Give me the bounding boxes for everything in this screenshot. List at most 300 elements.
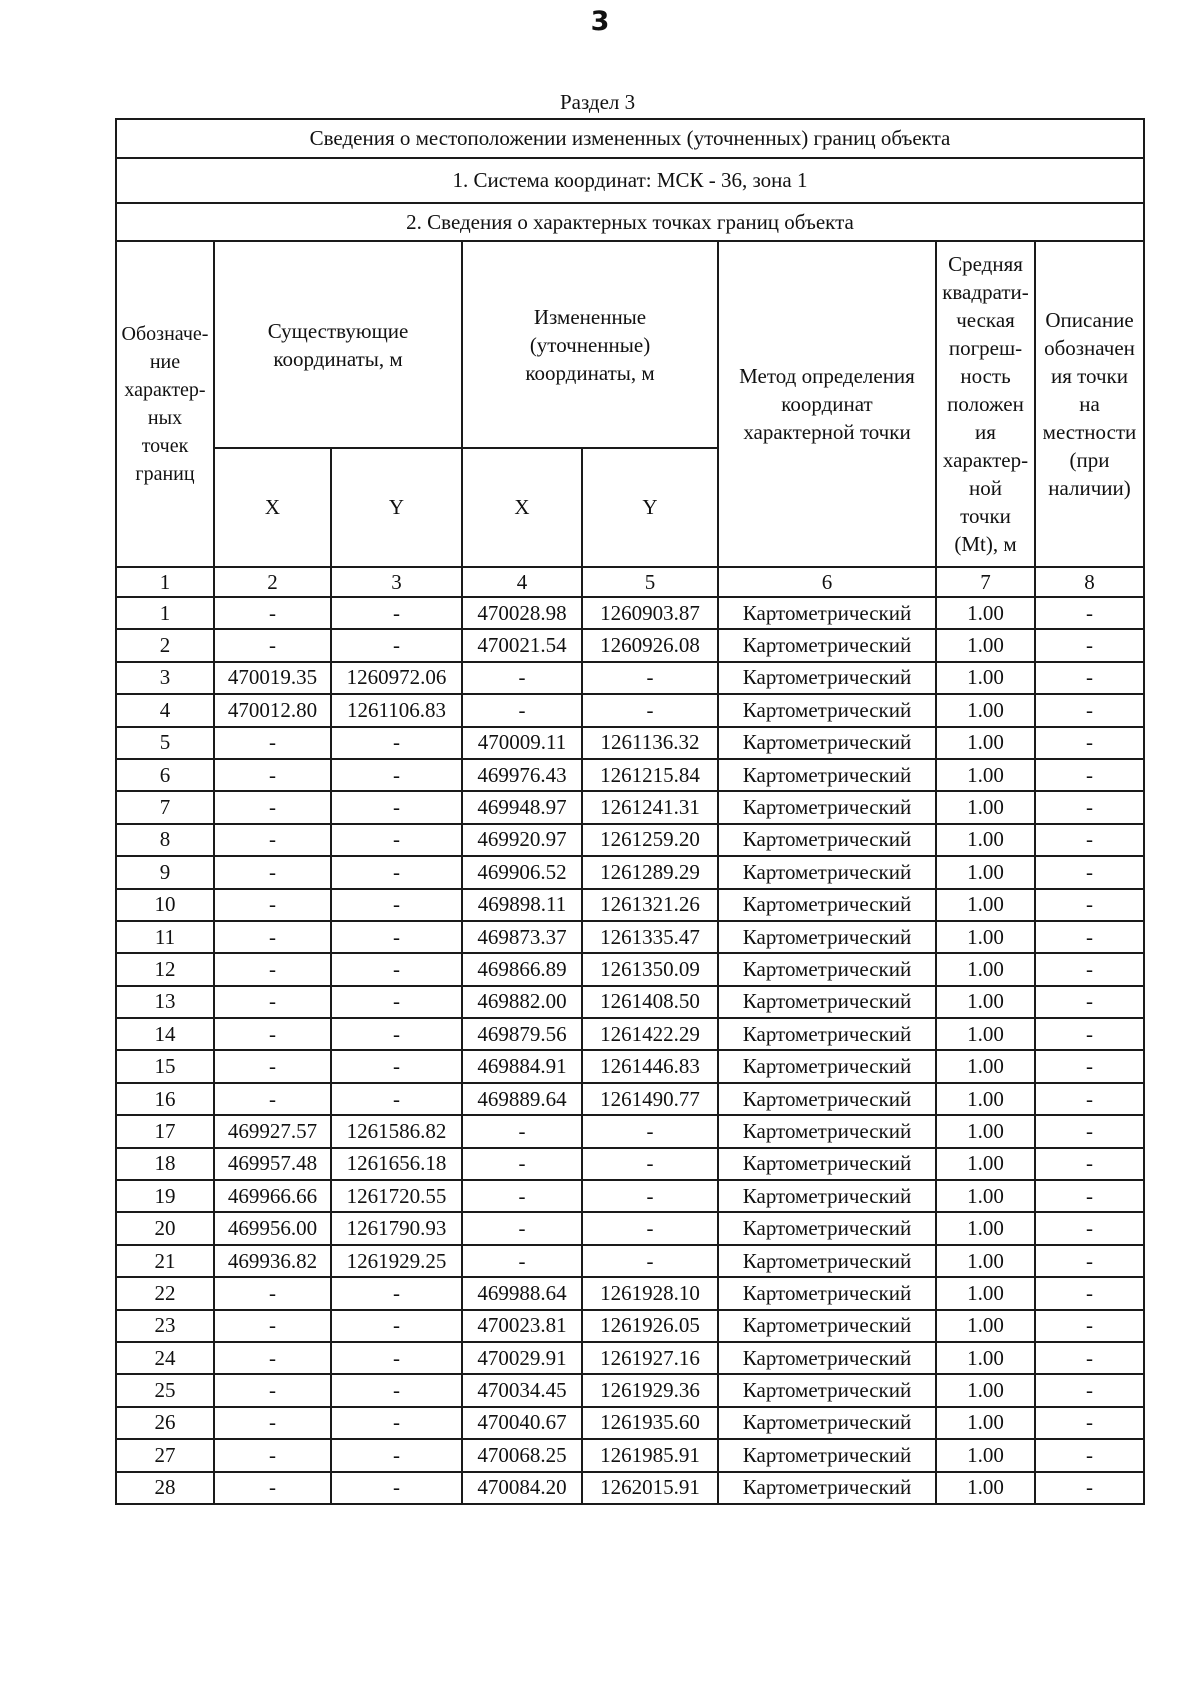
existing-x-cell: - xyxy=(214,727,331,759)
table-row xyxy=(116,1245,1144,1277)
existing-x-cell: - xyxy=(214,986,331,1018)
point-number-cell: 11 xyxy=(116,921,214,953)
error-cell: 1.00 xyxy=(936,694,1035,726)
existing-y-cell: - xyxy=(331,953,462,985)
existing-x-cell: - xyxy=(214,1050,331,1082)
existing-x-cell: - xyxy=(214,921,331,953)
header-line: ность xyxy=(960,364,1011,388)
point-number-cell: 28 xyxy=(116,1472,214,1504)
header-line: наличии) xyxy=(1048,476,1131,500)
existing-x-cell: 469927.57 xyxy=(214,1115,331,1147)
changed-y-cell: 1261259.20 xyxy=(582,824,718,856)
changed-x-cell: 470021.54 xyxy=(462,629,582,661)
header-line: ия точки xyxy=(1050,364,1128,388)
table-row xyxy=(116,694,1144,726)
header-line: характерной точки xyxy=(743,420,911,444)
table-row xyxy=(116,597,1144,629)
changed-y-cell: 1261289.29 xyxy=(582,856,718,888)
header-line: ных xyxy=(147,407,183,429)
description-cell: - xyxy=(1035,824,1144,856)
changed-y-cell: 1261321.26 xyxy=(582,889,718,921)
description-cell: - xyxy=(1035,1018,1144,1050)
changed-y-cell: 1262015.91 xyxy=(582,1472,718,1504)
header-line: на xyxy=(1079,392,1100,416)
header-line: Средняя xyxy=(948,252,1023,276)
table-row xyxy=(116,953,1144,985)
changed-y-cell: - xyxy=(582,1148,718,1180)
existing-x-cell: 470012.80 xyxy=(214,694,331,726)
point-number-cell: 19 xyxy=(116,1180,214,1212)
error-cell: 1.00 xyxy=(936,1472,1035,1504)
point-number-cell: 6 xyxy=(116,759,214,791)
table-row xyxy=(116,1212,1144,1244)
table-row xyxy=(116,1115,1144,1147)
table-row xyxy=(116,889,1144,921)
table-row xyxy=(116,1439,1144,1471)
method-cell: Картометрический xyxy=(718,1180,936,1212)
changed-y-cell: 1260903.87 xyxy=(582,597,718,629)
error-cell: 1.00 xyxy=(936,629,1035,661)
description-cell: - xyxy=(1035,986,1144,1018)
changed-y-cell: 1261215.84 xyxy=(582,759,718,791)
header-description xyxy=(1035,241,1144,567)
header-line: Описание xyxy=(1045,308,1134,332)
existing-x-cell: - xyxy=(214,1342,331,1374)
method-cell: Картометрический xyxy=(718,1277,936,1309)
description-cell: - xyxy=(1035,1212,1144,1244)
table-row xyxy=(116,1277,1144,1309)
header-line: ной xyxy=(969,476,1002,500)
changed-x-cell: - xyxy=(462,662,582,694)
changed-y-cell: 1261926.05 xyxy=(582,1310,718,1342)
changed-x-cell: 469920.97 xyxy=(462,824,582,856)
description-cell: - xyxy=(1035,1180,1144,1212)
error-cell: 1.00 xyxy=(936,597,1035,629)
changed-x-cell: 470028.98 xyxy=(462,597,582,629)
method-cell: Картометрический xyxy=(718,629,936,661)
existing-y-cell: - xyxy=(331,1472,462,1504)
existing-y-cell: - xyxy=(331,1277,462,1309)
error-cell: 1.00 xyxy=(936,1439,1035,1471)
changed-x-cell: - xyxy=(462,1115,582,1147)
error-cell: 1.00 xyxy=(936,1018,1035,1050)
changed-x-cell: 470034.45 xyxy=(462,1374,582,1406)
description-cell: - xyxy=(1035,1277,1144,1309)
changed-x-cell: 470040.67 xyxy=(462,1407,582,1439)
header-line: обозначен xyxy=(1044,336,1135,360)
header-line: характер- xyxy=(942,448,1029,472)
existing-x-cell: - xyxy=(214,1439,331,1471)
table-row xyxy=(116,1083,1144,1115)
changed-x-cell: - xyxy=(462,1245,582,1277)
error-cell: 1.00 xyxy=(936,1374,1035,1406)
changed-y-cell: - xyxy=(582,1115,718,1147)
changed-y-cell: 1261935.60 xyxy=(582,1407,718,1439)
header-existing-x: X xyxy=(214,448,331,567)
changed-x-cell: 469882.00 xyxy=(462,986,582,1018)
description-cell: - xyxy=(1035,1310,1144,1342)
existing-y-cell: - xyxy=(331,824,462,856)
error-cell: 1.00 xyxy=(936,824,1035,856)
table-row xyxy=(116,727,1144,759)
point-number-cell: 22 xyxy=(116,1277,214,1309)
existing-x-cell: - xyxy=(214,1277,331,1309)
description-cell: - xyxy=(1035,1115,1144,1147)
existing-x-cell: 469936.82 xyxy=(214,1245,331,1277)
existing-y-cell: - xyxy=(331,1050,462,1082)
column-number-cell: 3 xyxy=(331,567,462,597)
existing-x-cell: - xyxy=(214,597,331,629)
description-cell: - xyxy=(1035,1342,1144,1374)
error-cell: 1.00 xyxy=(936,1277,1035,1309)
existing-y-cell: - xyxy=(331,856,462,888)
description-cell: - xyxy=(1035,1245,1144,1277)
header-line: координаты, м xyxy=(273,346,403,371)
point-number-cell: 18 xyxy=(116,1148,214,1180)
header-method xyxy=(718,241,936,567)
changed-y-cell: - xyxy=(582,662,718,694)
point-number-cell: 5 xyxy=(116,727,214,759)
changed-y-cell: 1261408.50 xyxy=(582,986,718,1018)
existing-x-cell: - xyxy=(214,1374,331,1406)
error-cell: 1.00 xyxy=(936,856,1035,888)
method-cell: Картометрический xyxy=(718,1083,936,1115)
error-cell: 1.00 xyxy=(936,1310,1035,1342)
point-number-cell: 12 xyxy=(116,953,214,985)
boundary-points-table xyxy=(115,118,1145,1505)
existing-x-cell: 469957.48 xyxy=(214,1148,331,1180)
changed-x-cell: 470068.25 xyxy=(462,1439,582,1471)
description-cell: - xyxy=(1035,1050,1144,1082)
changed-y-cell: 1261136.32 xyxy=(582,727,718,759)
changed-x-cell: 469948.97 xyxy=(462,791,582,823)
method-cell: Картометрический xyxy=(718,1018,936,1050)
error-cell: 1.00 xyxy=(936,1083,1035,1115)
changed-y-cell: - xyxy=(582,1180,718,1212)
description-cell: - xyxy=(1035,921,1144,953)
method-cell: Картометрический xyxy=(718,694,936,726)
point-number-cell: 14 xyxy=(116,1018,214,1050)
changed-y-cell: 1261422.29 xyxy=(582,1018,718,1050)
description-cell: - xyxy=(1035,727,1144,759)
changed-x-cell: - xyxy=(462,694,582,726)
error-cell: 1.00 xyxy=(936,986,1035,1018)
header-line: (Mt), м xyxy=(954,532,1017,556)
column-number-cell: 7 xyxy=(936,567,1035,597)
changed-y-cell: 1261929.36 xyxy=(582,1374,718,1406)
table-title: Сведения о местоположении измененных (уточненных) границ объекта xyxy=(116,119,1144,158)
table-row xyxy=(116,824,1144,856)
changed-y-cell: 1261335.47 xyxy=(582,921,718,953)
error-cell: 1.00 xyxy=(936,1342,1035,1374)
table-row xyxy=(116,1018,1144,1050)
method-cell: Картометрический xyxy=(718,1148,936,1180)
method-cell: Картометрический xyxy=(718,856,936,888)
description-cell: - xyxy=(1035,889,1144,921)
header-line: Метод определения xyxy=(739,364,915,388)
table-row xyxy=(116,662,1144,694)
header-line: ия xyxy=(975,420,996,444)
changed-x-cell: 470084.20 xyxy=(462,1472,582,1504)
point-number-cell: 2 xyxy=(116,629,214,661)
header-existing-y: Y xyxy=(331,448,462,567)
header-line: границ xyxy=(135,463,195,485)
point-number-cell: 15 xyxy=(116,1050,214,1082)
existing-y-cell: 1261790.93 xyxy=(331,1212,462,1244)
description-cell: - xyxy=(1035,597,1144,629)
changed-x-cell: 469884.91 xyxy=(462,1050,582,1082)
changed-y-cell: - xyxy=(582,694,718,726)
existing-y-cell: - xyxy=(331,727,462,759)
error-cell: 1.00 xyxy=(936,791,1035,823)
existing-y-cell: 1261586.82 xyxy=(331,1115,462,1147)
changed-x-cell: - xyxy=(462,1148,582,1180)
existing-x-cell: - xyxy=(214,1018,331,1050)
method-cell: Картометрический xyxy=(718,791,936,823)
header-line: координаты, м xyxy=(525,360,655,385)
error-cell: 1.00 xyxy=(936,921,1035,953)
column-number-cell: 5 xyxy=(582,567,718,597)
method-cell: Картометрический xyxy=(718,759,936,791)
existing-y-cell: - xyxy=(331,629,462,661)
method-cell: Картометрический xyxy=(718,1439,936,1471)
column-number-cell: 2 xyxy=(214,567,331,597)
description-cell: - xyxy=(1035,759,1144,791)
existing-y-cell: - xyxy=(331,759,462,791)
point-number-cell: 10 xyxy=(116,889,214,921)
method-cell: Картометрический xyxy=(718,986,936,1018)
header-line: точки xyxy=(960,504,1011,528)
error-cell: 1.00 xyxy=(936,889,1035,921)
point-number-cell: 4 xyxy=(116,694,214,726)
method-cell: Картометрический xyxy=(718,1342,936,1374)
column-number-cell: 4 xyxy=(462,567,582,597)
existing-x-cell: - xyxy=(214,1083,331,1115)
section-title: Раздел 3 xyxy=(560,90,636,114)
existing-y-cell: 1261656.18 xyxy=(331,1148,462,1180)
existing-y-cell: - xyxy=(331,597,462,629)
existing-x-cell: - xyxy=(214,1407,331,1439)
existing-x-cell: - xyxy=(214,856,331,888)
existing-y-cell: - xyxy=(331,1342,462,1374)
error-cell: 1.00 xyxy=(936,1115,1035,1147)
header-existing-coords xyxy=(214,241,462,448)
method-cell: Картометрический xyxy=(718,824,936,856)
table-row xyxy=(116,1310,1144,1342)
existing-y-cell: 1261720.55 xyxy=(331,1180,462,1212)
existing-x-cell: 469956.00 xyxy=(214,1212,331,1244)
header-line: (при xyxy=(1069,448,1110,472)
table-row xyxy=(116,1342,1144,1374)
page-number: 3 xyxy=(590,6,610,37)
description-cell: - xyxy=(1035,662,1144,694)
changed-y-cell: 1260926.08 xyxy=(582,629,718,661)
header-changed-y: Y xyxy=(582,448,718,567)
description-cell: - xyxy=(1035,856,1144,888)
changed-y-cell: 1261985.91 xyxy=(582,1439,718,1471)
header-error xyxy=(936,241,1035,567)
existing-y-cell: - xyxy=(331,921,462,953)
method-cell: Картометрический xyxy=(718,597,936,629)
existing-x-cell: 469966.66 xyxy=(214,1180,331,1212)
method-cell: Картометрический xyxy=(718,1407,936,1439)
description-cell: - xyxy=(1035,953,1144,985)
error-cell: 1.00 xyxy=(936,1245,1035,1277)
existing-x-cell: - xyxy=(214,1310,331,1342)
column-numbers-row xyxy=(116,567,1144,597)
changed-y-cell: - xyxy=(582,1212,718,1244)
method-cell: Картометрический xyxy=(718,1050,936,1082)
point-number-cell: 21 xyxy=(116,1245,214,1277)
point-number-cell: 16 xyxy=(116,1083,214,1115)
existing-y-cell: - xyxy=(331,1439,462,1471)
existing-x-cell: - xyxy=(214,1472,331,1504)
method-cell: Картометрический xyxy=(718,1472,936,1504)
method-cell: Картометрический xyxy=(718,1212,936,1244)
header-line: Измененные xyxy=(533,304,647,329)
existing-x-cell: - xyxy=(214,759,331,791)
method-cell: Картометрический xyxy=(718,1115,936,1147)
method-cell: Картометрический xyxy=(718,1245,936,1277)
description-cell: - xyxy=(1035,694,1144,726)
existing-x-cell: - xyxy=(214,889,331,921)
header-designation xyxy=(116,241,214,567)
method-cell: Картометрический xyxy=(718,953,936,985)
description-cell: - xyxy=(1035,1083,1144,1115)
header-line: квадрати- xyxy=(942,280,1029,304)
header-changed-x: X xyxy=(462,448,582,567)
existing-x-cell: 470019.35 xyxy=(214,662,331,694)
point-number-cell: 1 xyxy=(116,597,214,629)
method-cell: Картометрический xyxy=(718,1374,936,1406)
header-line: местности xyxy=(1042,420,1137,444)
header-line: погреш- xyxy=(948,336,1023,360)
header-line: положен xyxy=(947,392,1024,416)
point-number-cell: 7 xyxy=(116,791,214,823)
table-row xyxy=(116,791,1144,823)
changed-x-cell: 469976.43 xyxy=(462,759,582,791)
header-changed-coords xyxy=(462,241,718,448)
error-cell: 1.00 xyxy=(936,759,1035,791)
method-cell: Картометрический xyxy=(718,889,936,921)
coord-system-row: 1. Система координат: МСК - 36, зона 1 xyxy=(116,158,1144,203)
changed-x-cell: 469889.64 xyxy=(462,1083,582,1115)
changed-x-cell: 469988.64 xyxy=(462,1277,582,1309)
point-number-cell: 27 xyxy=(116,1439,214,1471)
point-number-cell: 20 xyxy=(116,1212,214,1244)
table-row xyxy=(116,856,1144,888)
table-row xyxy=(116,1180,1144,1212)
error-cell: 1.00 xyxy=(936,953,1035,985)
error-cell: 1.00 xyxy=(936,1407,1035,1439)
existing-y-cell: 1261929.25 xyxy=(331,1245,462,1277)
description-cell: - xyxy=(1035,1439,1144,1471)
existing-y-cell: - xyxy=(331,986,462,1018)
changed-y-cell: 1261446.83 xyxy=(582,1050,718,1082)
existing-x-cell: - xyxy=(214,791,331,823)
error-cell: 1.00 xyxy=(936,1050,1035,1082)
changed-y-cell: 1261490.77 xyxy=(582,1083,718,1115)
error-cell: 1.00 xyxy=(936,1212,1035,1244)
header-line: ние xyxy=(149,351,181,373)
changed-x-cell: 470023.81 xyxy=(462,1310,582,1342)
table-row xyxy=(116,986,1144,1018)
table-row xyxy=(116,1148,1144,1180)
error-cell: 1.00 xyxy=(936,1148,1035,1180)
changed-x-cell: 469879.56 xyxy=(462,1018,582,1050)
table-row xyxy=(116,1050,1144,1082)
table-row xyxy=(116,1472,1144,1504)
changed-y-cell: - xyxy=(582,1245,718,1277)
method-cell: Картометрический xyxy=(718,662,936,694)
existing-y-cell: 1260972.06 xyxy=(331,662,462,694)
changed-y-cell: 1261927.16 xyxy=(582,1342,718,1374)
header-line: Существующие xyxy=(267,318,409,343)
header-line: Обозначе- xyxy=(121,323,209,345)
changed-y-cell: 1261928.10 xyxy=(582,1277,718,1309)
changed-y-cell: 1261241.31 xyxy=(582,791,718,823)
description-cell: - xyxy=(1035,1407,1144,1439)
point-number-cell: 13 xyxy=(116,986,214,1018)
table-row xyxy=(116,1374,1144,1406)
existing-y-cell: - xyxy=(331,791,462,823)
description-cell: - xyxy=(1035,629,1144,661)
point-number-cell: 17 xyxy=(116,1115,214,1147)
existing-y-cell: 1261106.83 xyxy=(331,694,462,726)
table-row xyxy=(116,921,1144,953)
changed-x-cell: 470029.91 xyxy=(462,1342,582,1374)
changed-x-cell: 469906.52 xyxy=(462,856,582,888)
header-line: характер- xyxy=(124,379,206,401)
table-row xyxy=(116,629,1144,661)
existing-y-cell: - xyxy=(331,1018,462,1050)
existing-y-cell: - xyxy=(331,1407,462,1439)
point-number-cell: 9 xyxy=(116,856,214,888)
description-cell: - xyxy=(1035,1374,1144,1406)
description-cell: - xyxy=(1035,791,1144,823)
header-line: точек xyxy=(141,435,189,457)
point-number-cell: 26 xyxy=(116,1407,214,1439)
changed-x-cell: - xyxy=(462,1212,582,1244)
existing-x-cell: - xyxy=(214,824,331,856)
method-cell: Картометрический xyxy=(718,727,936,759)
points-heading-row: 2. Сведения о характерных точках границ объекта xyxy=(116,203,1144,241)
error-cell: 1.00 xyxy=(936,662,1035,694)
point-number-cell: 25 xyxy=(116,1374,214,1406)
header-line: координат xyxy=(781,392,873,416)
table-row xyxy=(116,759,1144,791)
error-cell: 1.00 xyxy=(936,1180,1035,1212)
existing-x-cell: - xyxy=(214,953,331,985)
changed-x-cell: 469898.11 xyxy=(462,889,582,921)
changed-x-cell: 470009.11 xyxy=(462,727,582,759)
point-number-cell: 3 xyxy=(116,662,214,694)
point-number-cell: 8 xyxy=(116,824,214,856)
existing-y-cell: - xyxy=(331,1374,462,1406)
column-number-cell: 6 xyxy=(718,567,936,597)
table-row xyxy=(116,1407,1144,1439)
header-line: (уточненные) xyxy=(529,332,651,357)
existing-y-cell: - xyxy=(331,1310,462,1342)
description-cell: - xyxy=(1035,1148,1144,1180)
existing-y-cell: - xyxy=(331,889,462,921)
changed-y-cell: 1261350.09 xyxy=(582,953,718,985)
error-cell: 1.00 xyxy=(936,727,1035,759)
changed-x-cell: 469873.37 xyxy=(462,921,582,953)
point-number-cell: 23 xyxy=(116,1310,214,1342)
existing-y-cell: - xyxy=(331,1083,462,1115)
changed-x-cell: - xyxy=(462,1180,582,1212)
